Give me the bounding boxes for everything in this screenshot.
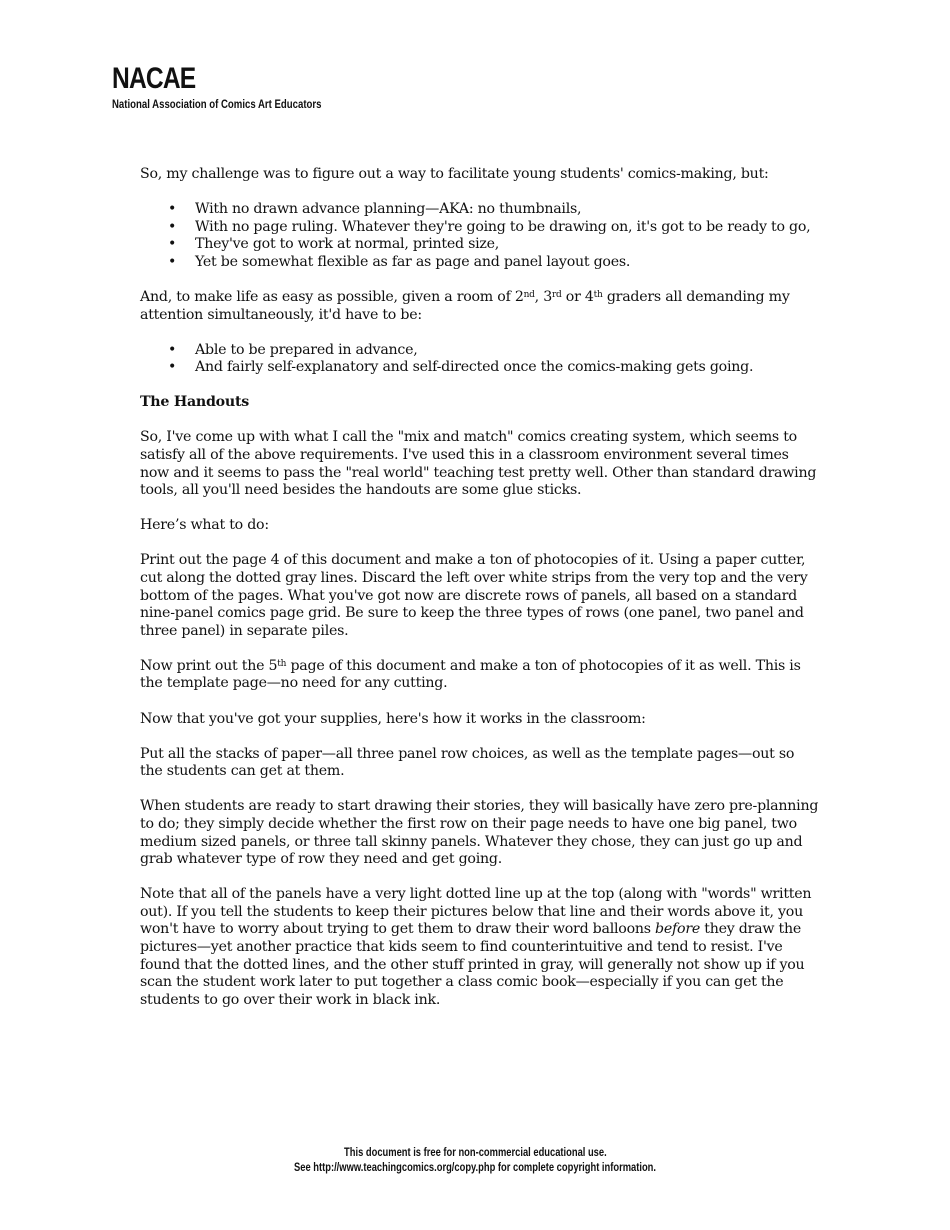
footer-license-text: This document is free for non-commercial educational use. [343, 1145, 607, 1159]
intro-paragraph: So, my challenge was to figure out a way to facilitate young students' comics-making, but: [140, 166, 769, 182]
print-instructions-paragraph: Print out the page 4 of this document and make a ton of photocopies of it. Using a paper cutter, cut along the dotted gray lines. Discard the left over white strips from the very top and the very bottom of the pages. What you've got now are discrete rows of panels, all based on a standard nine-panel comics page grid. Be sure to keep the three types of rows (one panel, two panel and three panel) in separate piles. [140, 552, 808, 639]
drawing-paragraph: When students are ready to start drawing their stories, they will basically have zero pre-planning to do; they simply decide whether the first row on their page needs to have one big panel, two medium sized panels, or three tall skinny panels. Whatever they chose, they can just go up and grab whatever type of row they need and get going. [140, 798, 819, 868]
list-item: • Able to be prepared in advance, [195, 342, 820, 360]
page-header [112, 64, 374, 111]
list-item: • And fairly self-explanatory and self-directed once the comics-making gets going. [195, 359, 820, 377]
grades-paragraph: And, to make life as easy as possible, given a room of 2nd, 3rd or 4th graders all demanding my attention simultaneously, it'd have to be: [140, 288, 790, 323]
preparation-list [140, 342, 820, 377]
instructions-intro: Here’s what to do: [140, 517, 269, 534]
supplies-paragraph: Put all the stacks of paper—all three panel row choices, as well as the template pages—out so the students can get at them. [140, 745, 795, 780]
list-item: • With no page ruling. Whatever they're going to be drawing on, it's got to be ready to go, [195, 219, 820, 237]
page-footer [0, 1145, 950, 1175]
section-heading: The Handouts [140, 394, 249, 411]
template-paragraph: Now print out the 5th page of this document and make a ton of photocopies of it as well. This is the template page—no need for any cutting. [140, 657, 801, 692]
list-item: • Yet be somewhat flexible as far as page and panel layout goes. [195, 254, 820, 272]
requirements-list [140, 201, 820, 271]
dotted-line-paragraph: Note that all of the panels have a very light dotted line up at the top (along with "words" written out). If you tell the students to keep their pictures below that line and their words above it, you won't have to worry about trying to get them to draw their word balloons before they draw the pictures—yet another practice that kids seem to find counterintuitive and tend to resist. I've found that the dotted lines, and the other stuff printed in gray, will generally not show up if you scan the student work later to put together a class comic book—especially if you can get the students to go over their work in black ink. [140, 886, 812, 1008]
classroom-intro-paragraph: Now that you've got your supplies, here's how it works in the classroom: [140, 710, 646, 727]
logo: NACAE [112, 62, 196, 95]
system-paragraph: So, I've come up with what I call the "mix and match" comics creating system, which seems to satisfy all of the above requirements. I've used this in a classroom environment several times now and it seems to pass the "real world" teaching test pretty well. Other than standard drawing tools, all you'll need besides the handouts are some glue sticks. [140, 429, 817, 499]
organization-name: National Association of Comics Art Educators [112, 97, 322, 111]
list-item: • They've got to work at normal, printed size, [195, 236, 820, 254]
document-body [140, 166, 820, 1027]
footer-copyright-text: See http://www.teachingcomics.org/copy.php for complete copyright information. [294, 1160, 656, 1174]
list-item: • With no drawn advance planning—AKA: no thumbnails, [195, 201, 820, 219]
